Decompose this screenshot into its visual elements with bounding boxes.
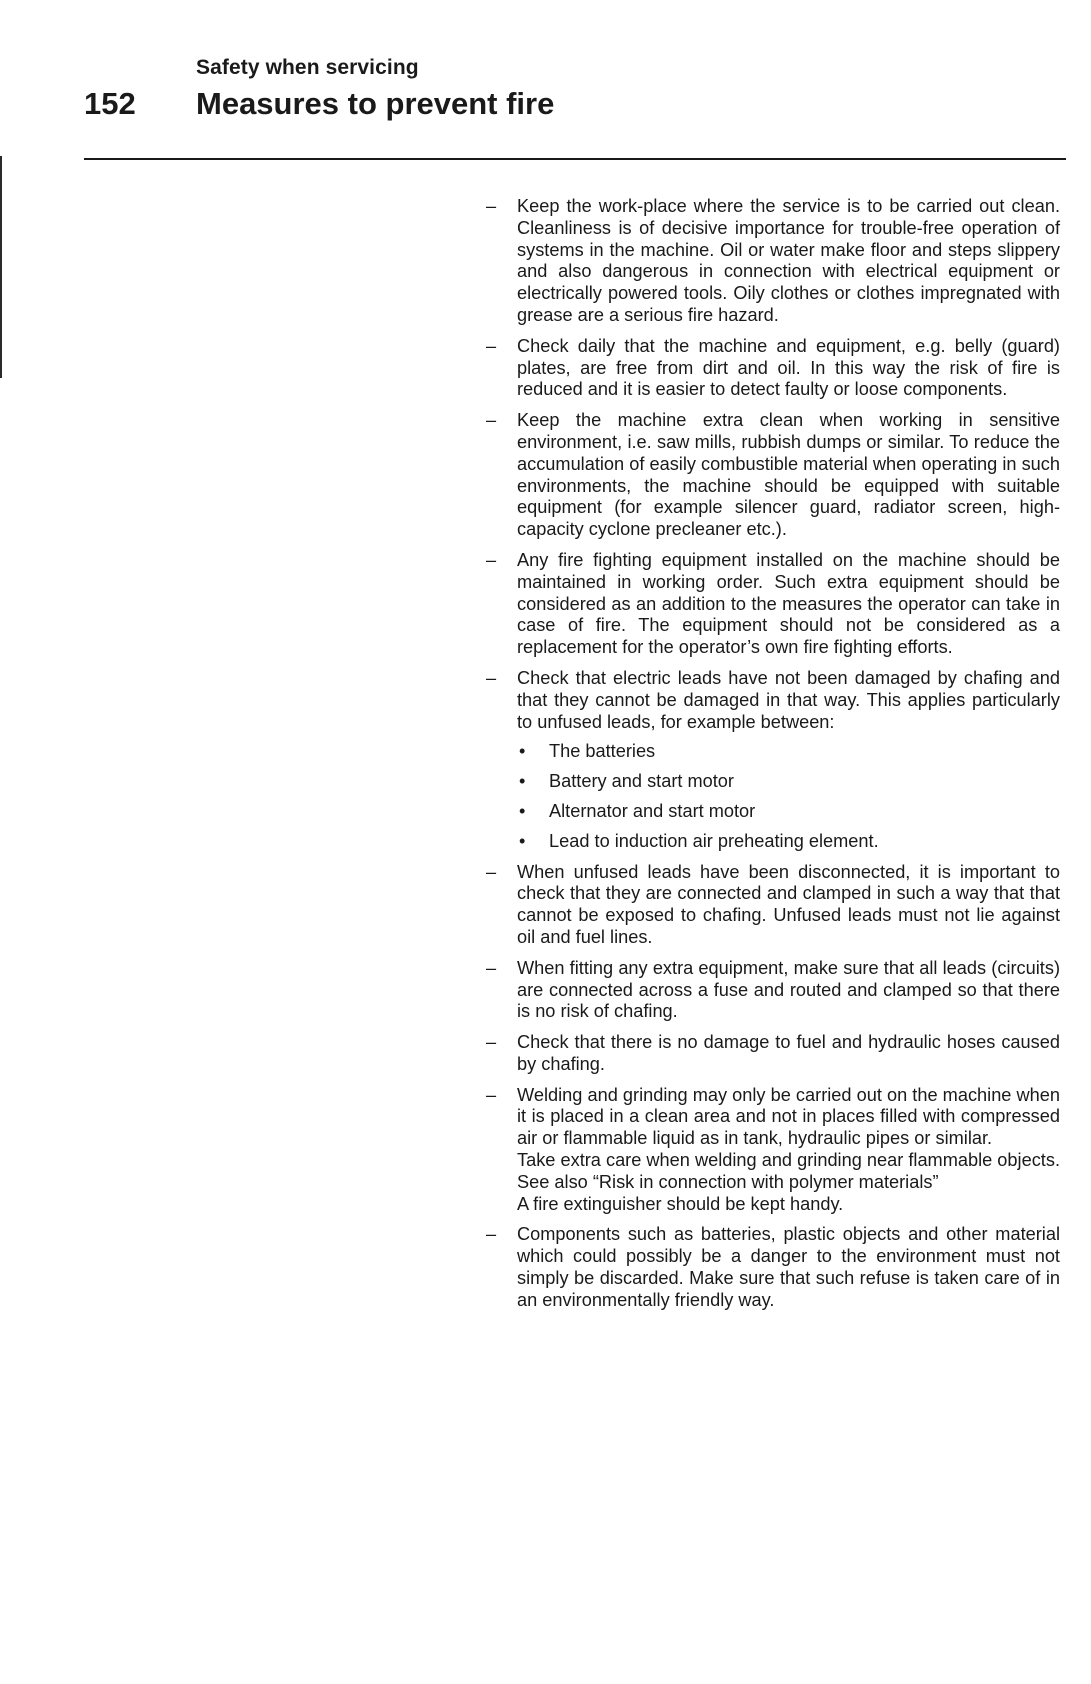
page-title: Measures to prevent fire <box>196 86 555 121</box>
paragraph: Any fire fighting equipment installed on the machine should be maintained in working order. Such extra equipment should be considered as an addition to the measures the operator can take in case of fire. The equipment should not be considered as a replacement for the operator’s own fire fighting efforts. <box>517 549 1060 658</box>
paragraph: A fire extinguisher should be kept handy. <box>517 1193 844 1214</box>
paragraph: Take extra care when welding and grinding near flammable objects. See also “Risk in connection with polymer materials” <box>517 1150 1060 1192</box>
page-number: 152 <box>84 86 136 121</box>
page-edge-mark <box>0 156 2 378</box>
section-label: Safety when servicing <box>196 56 419 79</box>
list-item <box>486 1032 1060 1076</box>
bullet-list <box>517 741 1060 852</box>
list-item <box>486 1224 1060 1311</box>
bullet-marker: • <box>519 800 526 821</box>
paragraph: Check that there is no damage to fuel and hydraulic hoses caused by chafing. <box>517 1032 1060 1074</box>
bullet-item <box>517 741 1060 763</box>
bullet-text: Alternator and start motor <box>549 800 756 821</box>
bullet-marker: • <box>519 741 526 762</box>
dash-marker: – <box>486 335 497 356</box>
bullet-marker: • <box>519 771 526 792</box>
bullet-text: The batteries <box>549 741 656 762</box>
paragraph: Keep the work-place where the service is to be carried out clean. Cleanliness is of decisive importance for trouble-free operation of systems in the machine. Oil or water make floor and steps slippery and also dangerous in connection with electrical equipment or electrically powered tools. Oily clothes or clothes impregnated with grease are a serious fire hazard. <box>517 196 1060 325</box>
dash-marker: – <box>486 410 497 431</box>
header-divider <box>84 158 1066 160</box>
paragraph: When unfused leads have been disconnected, it is important to check that they are connected and clamped in such a way that that cannot be exposed to chafing. Unfused leads must not lie against oil and fuel lines. <box>517 861 1060 947</box>
list-item <box>486 550 1060 659</box>
dash-marker: – <box>486 957 497 978</box>
paragraph: Components such as batteries, plastic objects and other material which could possibly be a danger to the environment must not simply be discarded. Make sure that such refuse is taken care of in an environmentally friendly way. <box>517 1224 1060 1310</box>
dash-marker: – <box>486 861 497 882</box>
list-item <box>486 862 1060 949</box>
list-item <box>486 410 1060 541</box>
bullet-item <box>517 801 1060 823</box>
list-item <box>486 336 1060 401</box>
dash-marker: – <box>486 1032 497 1053</box>
paragraph: Check that electric leads have not been damaged by chafing and that they cannot be damaged in that way. This applies particularly to unfused leads, for example between: <box>517 667 1060 732</box>
dash-marker: – <box>486 196 497 216</box>
dash-marker: – <box>486 667 497 688</box>
list-item <box>486 668 1060 853</box>
list-item <box>486 958 1060 1023</box>
list-item <box>486 1085 1060 1216</box>
bullet-marker: • <box>519 830 526 851</box>
bullet-item <box>517 831 1060 853</box>
list-item <box>486 196 1060 327</box>
fire-prevention-list <box>486 196 1060 1321</box>
bullet-item <box>517 771 1060 793</box>
paragraph: Welding and grinding may only be carried out on the machine when it is placed in a clean area and not in places filled with compressed air or flammable liquid as in tank, hydraulic pipes or similar. <box>517 1084 1060 1149</box>
paragraph: When fitting any extra equipment, make sure that all leads (circuits) are connected across a fuse and routed and clamped so that there is no risk of chafing. <box>517 957 1060 1022</box>
paragraph: Keep the machine extra clean when working in sensitive environment, i.e. saw mills, rubbish dumps or similar. To reduce the accumulation of easily combustible material when operating in such environments, the machine should be equipped with suitable equipment (for example silencer guard, radiator screen, high-capacity cyclone precleaner etc.). <box>517 410 1060 540</box>
dash-marker: – <box>486 1224 497 1245</box>
dash-marker: – <box>486 549 497 570</box>
dash-marker: – <box>486 1084 497 1105</box>
paragraph: Check daily that the machine and equipment, e.g. belly (guard) plates, are free from dirt and oil. In this way the risk of fire is reduced and it is easier to detect faulty or loose components. <box>517 335 1060 400</box>
bullet-text: Battery and start motor <box>549 771 734 792</box>
bullet-text: Lead to induction air preheating element. <box>549 830 879 851</box>
